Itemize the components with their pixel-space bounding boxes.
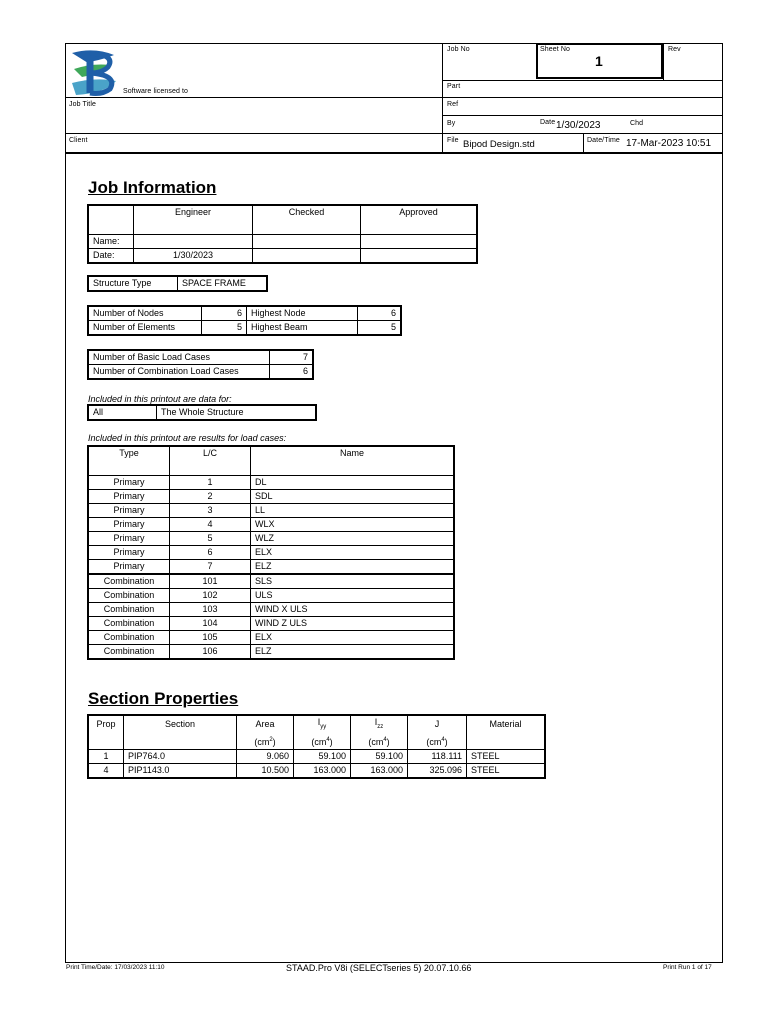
prop-cell: 4 — [88, 763, 124, 778]
izz-unit: $(cm^4)$ — [351, 734, 408, 750]
section-cell: PIP1143.0 — [124, 763, 237, 778]
lc-number-cell: 4 — [170, 518, 251, 532]
job-information-table — [87, 204, 478, 264]
lc-name-cell: WLX — [251, 518, 455, 532]
basic-lc-label: Number of Basic Load Cases — [88, 350, 270, 365]
engineer-date: 1/30/2023 — [134, 249, 253, 264]
section-unit-cell — [124, 734, 237, 750]
lc-name-cell: ELZ — [251, 560, 455, 575]
header-divider — [442, 115, 722, 116]
included-data-table — [87, 404, 317, 421]
lc-number-cell: 105 — [170, 631, 251, 645]
rev-label: Rev — [668, 46, 681, 53]
lc-type-header: Type — [88, 446, 170, 476]
load-case-row — [88, 589, 454, 603]
j-cell: 325.096 — [408, 763, 467, 778]
load-case-row — [88, 490, 454, 504]
highest-beam-label: Highest Beam — [247, 321, 358, 336]
header-divider — [442, 80, 722, 81]
ref-label: Ref — [447, 101, 459, 108]
software-licensed-label: Software licensed to — [123, 88, 189, 95]
comb-lc-value: 6 — [270, 365, 314, 380]
header-divider — [65, 97, 722, 98]
load-case-row — [88, 617, 454, 631]
checked-name — [252, 235, 360, 249]
nodes-elements-table — [87, 305, 402, 336]
job-title-label: Job Title — [69, 101, 96, 108]
client-label: Client — [69, 137, 88, 144]
load-cases-note: Included in this printout are results for load cases: — [88, 433, 287, 443]
load-case-row — [88, 603, 454, 617]
nodes-label: Number of Nodes — [88, 306, 202, 321]
lc-type-cell: Primary — [88, 532, 170, 546]
section-header: Section — [124, 715, 237, 734]
lc-name-cell: ELZ — [251, 645, 455, 660]
lc-name-cell: ELX — [251, 631, 455, 645]
structure-type-label: Structure Type — [88, 276, 178, 291]
included-scope: All — [88, 405, 157, 420]
prop-header: Prop — [88, 715, 124, 734]
highest-node-value: 6 — [358, 306, 402, 321]
lc-number-cell: 2 — [170, 490, 251, 504]
lc-name-cell: DL — [251, 476, 455, 490]
header-divider — [663, 43, 664, 80]
sheet-no-label: Sheet No — [540, 46, 570, 53]
lc-type-cell: Combination — [88, 603, 170, 617]
checked-date — [252, 249, 360, 264]
material-cell: STEEL — [467, 763, 546, 778]
lc-name-cell: ULS — [251, 589, 455, 603]
structure-type-table — [87, 275, 268, 292]
area-cell: 9.060 — [237, 749, 294, 763]
job-info-corner — [88, 205, 134, 235]
lc-number-header: L/C — [170, 446, 251, 476]
material-header: Material — [467, 715, 546, 734]
software-footer: STAAD.Pro V8i (SELECTseries 5) 20.07.10.66 — [286, 963, 472, 973]
file-label: File — [447, 137, 459, 144]
lc-number-cell: 7 — [170, 560, 251, 575]
load-case-row — [88, 645, 454, 660]
included-description: The Whole Structure — [157, 405, 317, 420]
lc-type-cell: Combination — [88, 631, 170, 645]
header-divider — [583, 133, 584, 152]
material-unit-cell — [467, 734, 546, 750]
lc-number-cell: 103 — [170, 603, 251, 617]
prop-cell: 1 — [88, 749, 124, 763]
load-case-row — [88, 560, 454, 575]
load-case-row — [88, 546, 454, 560]
included-data-note: Included in this printout are data for: — [88, 394, 232, 404]
prop-unit-cell — [88, 734, 124, 750]
izz-cell: 163.000 — [351, 763, 408, 778]
lc-name-cell: SLS — [251, 574, 455, 589]
load-case-row — [88, 518, 454, 532]
j-header: J — [408, 715, 467, 734]
lc-name-cell: WIND Z ULS — [251, 617, 455, 631]
lc-number-cell: 1 — [170, 476, 251, 490]
lc-name-cell: SDL — [251, 490, 455, 504]
iyy-unit: $(cm^4)$ — [294, 734, 351, 750]
by-label: By — [447, 120, 456, 127]
name-row-label: Name: — [88, 235, 134, 249]
lc-number-cell: 6 — [170, 546, 251, 560]
date-row-label: Date: — [88, 249, 134, 264]
load-cases-table — [87, 445, 455, 660]
lc-name-cell: LL — [251, 504, 455, 518]
lc-type-cell: Combination — [88, 645, 170, 660]
lc-type-cell: Primary — [88, 546, 170, 560]
lc-type-cell: Primary — [88, 518, 170, 532]
lc-type-cell: Primary — [88, 504, 170, 518]
section-properties-heading: Section Properties — [88, 689, 239, 708]
highest-beam-value: 5 — [358, 321, 402, 336]
area-unit: $(cm^2)$ — [237, 734, 294, 750]
lc-type-cell: Combination — [88, 574, 170, 589]
lc-number-cell: 106 — [170, 645, 251, 660]
lc-type-cell: Primary — [88, 476, 170, 490]
lc-number-cell: 104 — [170, 617, 251, 631]
checked-header: Checked — [252, 205, 360, 235]
lc-number-cell: 3 — [170, 504, 251, 518]
job-information-heading: Job Information — [88, 178, 217, 197]
basic-lc-value: 7 — [270, 350, 314, 365]
section-row — [88, 763, 545, 778]
area-cell: 10.500 — [237, 763, 294, 778]
lc-number-cell: 102 — [170, 589, 251, 603]
lc-name-cell: ELX — [251, 546, 455, 560]
date-label: Date — [540, 119, 556, 126]
area-header: Area — [237, 715, 294, 734]
structure-type-value: SPACE FRAME — [178, 276, 268, 291]
load-case-count-table — [87, 349, 314, 380]
approved-name — [360, 235, 477, 249]
header-divider — [442, 43, 443, 152]
engineer-name — [134, 235, 253, 249]
load-case-row — [88, 504, 454, 518]
load-case-row — [88, 476, 454, 490]
elements-value: 5 — [202, 321, 247, 336]
lc-type-cell: Primary — [88, 560, 170, 575]
lc-type-cell: Primary — [88, 490, 170, 504]
lc-number-cell: 101 — [170, 574, 251, 589]
section-cell: PIP764.0 — [124, 749, 237, 763]
iyy-header: $I_{yy}$ — [294, 715, 351, 734]
approved-date — [360, 249, 477, 264]
sheet-no-value: 1 — [595, 53, 603, 69]
header-bottom — [65, 152, 722, 154]
elements-label: Number of Elements — [88, 321, 202, 336]
material-cell: STEEL — [467, 749, 546, 763]
section-properties-table — [87, 714, 546, 779]
print-time-footer: Print Time/Date: 17/03/2023 11:10 — [66, 964, 165, 971]
iyy-cell: 163.000 — [294, 763, 351, 778]
job-no-label: Job No — [447, 46, 470, 53]
approved-header: Approved — [360, 205, 477, 235]
lc-number-cell: 5 — [170, 532, 251, 546]
part-label: Part — [447, 83, 461, 90]
engineer-header: Engineer — [134, 205, 253, 235]
chd-label: Chd — [630, 120, 644, 127]
lc-name-header: Name — [251, 446, 455, 476]
comb-lc-label: Number of Combination Load Cases — [88, 365, 270, 380]
highest-node-label: Highest Node — [247, 306, 358, 321]
load-case-row — [88, 631, 454, 645]
section-row — [88, 749, 545, 763]
file-value: Bipod Design.std — [463, 139, 535, 150]
datetime-value: 17-Mar-2023 10:51 — [626, 138, 712, 149]
print-run-footer: Print Run 1 of 17 — [663, 964, 712, 971]
load-case-row — [88, 574, 454, 589]
lc-name-cell: WIND X ULS — [251, 603, 455, 617]
izz-cell: 59.100 — [351, 749, 408, 763]
date-value: 1/30/2023 — [556, 120, 601, 131]
bentley-logo — [68, 47, 120, 97]
iyy-cell: 59.100 — [294, 749, 351, 763]
datetime-label: Date/Time — [587, 137, 620, 144]
load-case-row — [88, 532, 454, 546]
j-cell: 118.111 — [408, 749, 467, 763]
nodes-value: 6 — [202, 306, 247, 321]
lc-name-cell: WLZ — [251, 532, 455, 546]
header-divider — [65, 133, 722, 134]
lc-type-cell: Combination — [88, 617, 170, 631]
j-unit: $(cm^4)$ — [408, 734, 467, 750]
lc-type-cell: Combination — [88, 589, 170, 603]
izz-header: $I_{zz}$ — [351, 715, 408, 734]
